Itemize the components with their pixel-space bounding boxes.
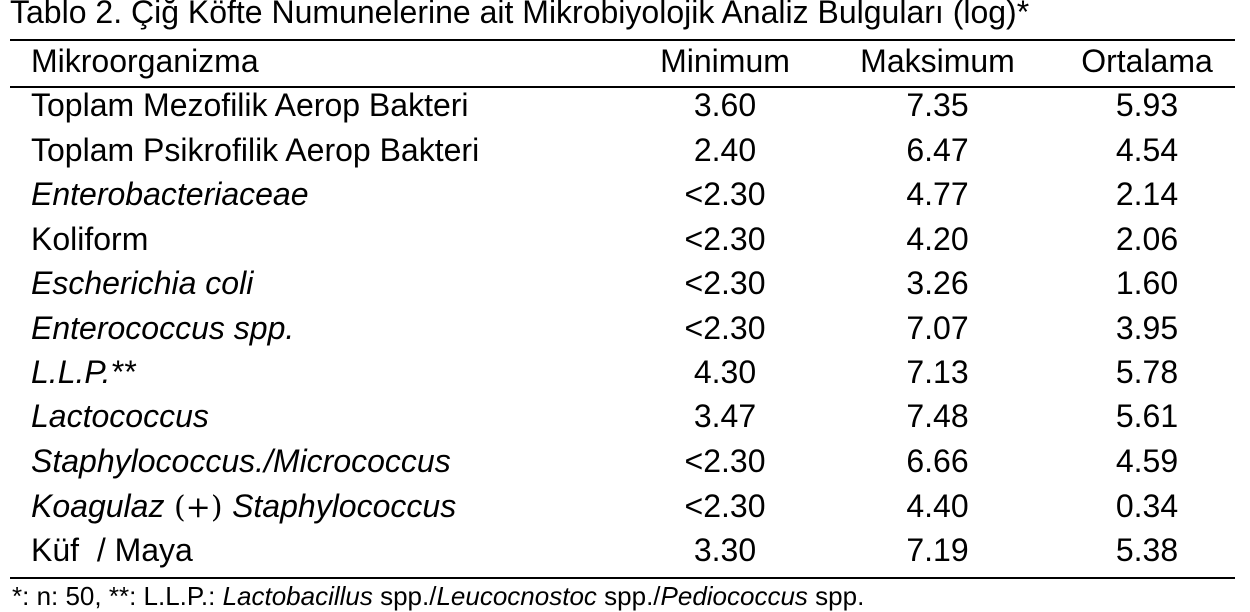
- table-row: [0, 128, 1250, 172]
- row-name: Enterococcus spp.: [31, 310, 295, 346]
- row-min: 3.60: [693, 87, 757, 123]
- row-mean: 5.38: [1115, 532, 1179, 568]
- table-bottom-rule: [10, 577, 1235, 579]
- row-min: 2.40: [693, 132, 757, 168]
- row-name: Küf / Maya: [31, 532, 193, 568]
- row-max: 6.66: [906, 443, 969, 479]
- footnote-part: spp.: [807, 581, 865, 611]
- row-max: 3.26: [906, 265, 969, 301]
- table-row: [0, 528, 1250, 572]
- row-mean: 2.14: [1115, 176, 1179, 212]
- row-min: <2.30: [684, 265, 766, 301]
- header-ortalama: Ortalama: [1081, 43, 1213, 79]
- row-name: Lactococcus: [31, 398, 209, 434]
- row-max: 4.20: [906, 221, 969, 257]
- row-name: Enterobacteriaceae: [31, 176, 309, 212]
- row-min: <2.30: [684, 310, 766, 346]
- row-mean: 1.60: [1115, 265, 1179, 301]
- row-max: 6.47: [906, 132, 969, 168]
- table-row: [0, 350, 1250, 394]
- row-mean: 4.54: [1115, 132, 1179, 168]
- row-min: <2.30: [684, 221, 766, 257]
- footnote-part: Leucocnostoc: [436, 581, 597, 611]
- row-mean: 4.59: [1115, 443, 1179, 479]
- row-name: Staphylococcus./Micrococcus: [31, 443, 451, 479]
- row-min: 4.30: [693, 354, 757, 390]
- row-mean: 5.93: [1115, 87, 1179, 123]
- row-min: <2.30: [684, 488, 766, 524]
- footnote-part: *: n: 50, **: L.L.P.:: [12, 581, 223, 611]
- table-row: [0, 306, 1250, 350]
- table-row: [0, 394, 1250, 438]
- table-title: Tablo 2. Çiğ Köfte Numunelerine ait Mikrobiyolojik Analiz Bulguları (log)*: [10, 0, 1030, 30]
- table-footnote: [12, 580, 864, 612]
- row-min: 3.30: [693, 532, 757, 568]
- row-name: Escherichia coli: [31, 265, 254, 301]
- table-row: [0, 439, 1250, 483]
- row-name-part: (+): [164, 490, 233, 525]
- row-name: Koliform: [31, 221, 149, 257]
- row-mean: 0.34: [1115, 488, 1179, 524]
- header-mikroorganizma: Mikroorganizma: [31, 43, 259, 79]
- row-name: L.L.P.**: [31, 354, 136, 390]
- row-max: 7.13: [906, 354, 969, 390]
- footnote-part: Pediococcus: [660, 581, 808, 611]
- row-mean: 5.61: [1115, 398, 1179, 434]
- row-mean: 2.06: [1115, 221, 1179, 257]
- table-header-row: [0, 39, 1250, 83]
- footnote-part: spp./: [596, 581, 661, 611]
- header-minimum: Minimum: [660, 43, 790, 79]
- table-row: [0, 217, 1250, 261]
- row-max: 4.40: [906, 488, 969, 524]
- row-name: Toplam Psikrofilik Aerop Bakteri: [31, 132, 480, 168]
- row-max: 7.35: [906, 87, 969, 123]
- row-name: Toplam Mezofilik Aerop Bakteri: [31, 87, 469, 123]
- footnote-part: Lactobacillus: [222, 581, 373, 611]
- row-min: <2.30: [684, 443, 766, 479]
- table-row: [0, 261, 1250, 305]
- row-name-part: Staphylococcus: [232, 488, 457, 524]
- row-max: 7.07: [906, 310, 969, 346]
- row-max: 7.48: [906, 398, 969, 434]
- row-max: 7.19: [906, 532, 969, 568]
- table-row: [0, 484, 1250, 528]
- table-row: [0, 172, 1250, 216]
- row-min: 3.47: [693, 398, 757, 434]
- header-maksimum: Maksimum: [860, 43, 1015, 79]
- row-mean: 5.78: [1115, 354, 1179, 390]
- footnote-part: spp./: [372, 581, 437, 611]
- row-min: <2.30: [684, 176, 766, 212]
- row-name-part: Koagulaz: [31, 488, 165, 524]
- row-max: 4.77: [906, 176, 969, 212]
- row-name: [31, 484, 456, 530]
- table-row: [0, 83, 1250, 127]
- row-mean: 3.95: [1115, 310, 1179, 346]
